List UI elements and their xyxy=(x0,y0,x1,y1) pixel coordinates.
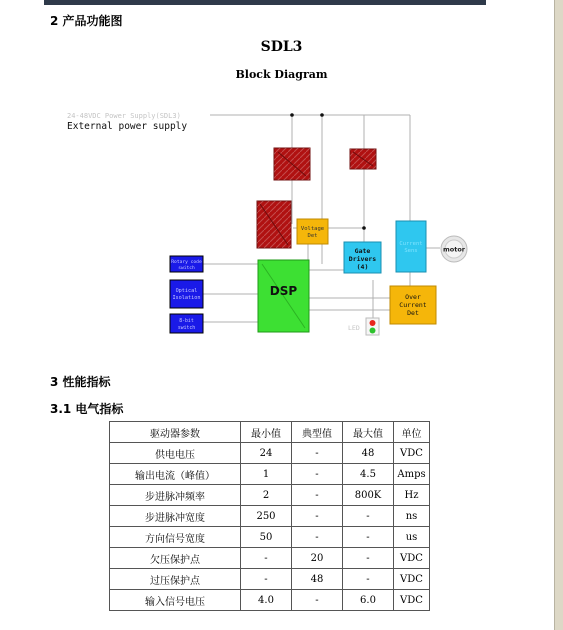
table-cell: 4.0 xyxy=(241,590,292,611)
gate-drivers-label-3: (4) xyxy=(356,263,369,271)
optical-isolation-label-2: Isolation xyxy=(172,295,201,301)
table-cell: ns xyxy=(394,506,430,527)
table-cell: - xyxy=(241,569,292,590)
optical-isolation-label-1: Optical xyxy=(175,288,198,294)
table-cell: 48 xyxy=(292,569,343,590)
current-sense-label-2: Sens xyxy=(404,248,418,254)
table-cell: - xyxy=(292,506,343,527)
over-current-label-2: Current xyxy=(399,301,427,309)
current-sense-label-1: Current xyxy=(399,241,423,247)
table-cell: - xyxy=(343,527,394,548)
table-row xyxy=(110,527,430,548)
table-cell: 欠压保护点 xyxy=(110,548,241,569)
optical-isolation-block xyxy=(170,280,203,308)
table-row xyxy=(110,464,430,485)
table-cell: 48 xyxy=(343,443,394,464)
table-cell: us xyxy=(394,527,430,548)
table-cell: - xyxy=(292,443,343,464)
block-diagram xyxy=(60,104,480,340)
table-cell: Amps xyxy=(394,464,430,485)
gate-drivers-label-2: Drivers xyxy=(348,255,377,263)
table-cell: 20 xyxy=(292,548,343,569)
over-current-label-3: Det xyxy=(407,309,419,317)
table-cell: 24 xyxy=(241,443,292,464)
table-cell: Hz xyxy=(394,485,430,506)
table-header-cell: 典型值 xyxy=(292,422,343,443)
gate-drivers-label-1: Gate xyxy=(354,247,371,255)
table-cell: 方向信号宽度 xyxy=(110,527,241,548)
voltage-detect-label-2: Det xyxy=(307,233,318,239)
rotary-switch-label-1: Rotary code xyxy=(171,260,202,265)
table-cell: 800K xyxy=(343,485,394,506)
table-cell: 6.0 xyxy=(343,590,394,611)
over-current-label-1: Over xyxy=(405,293,421,301)
diagram-title: SDL3 xyxy=(260,39,303,55)
table-cell: 过压保护点 xyxy=(110,569,241,590)
table-cell: - xyxy=(292,485,343,506)
diagram-subtitle: Block Diagram xyxy=(235,68,328,81)
table-cell: VDC xyxy=(394,569,430,590)
electrical-spec-table xyxy=(109,421,430,611)
table-header-cell: 最大值 xyxy=(343,422,394,443)
table-cell: VDC xyxy=(394,590,430,611)
table-header-cell: 驱动器参数 xyxy=(110,422,241,443)
table-cell: 4.5 xyxy=(343,464,394,485)
table-row xyxy=(110,443,430,464)
header-bar xyxy=(44,0,486,5)
table-cell: VDC xyxy=(394,548,430,569)
power-supply-faint-label: 24-48VDC Power Supply(SDL3) xyxy=(67,112,181,120)
table-header-row xyxy=(110,422,430,443)
table-cell: VDC xyxy=(394,443,430,464)
table-cell: 供电电压 xyxy=(110,443,241,464)
table-row xyxy=(110,485,430,506)
table-cell: 步进脉冲频率 xyxy=(110,485,241,506)
rotary-switch-label-2: switch xyxy=(178,266,195,271)
table-cell: 输入信号电压 xyxy=(110,590,241,611)
table-row xyxy=(110,506,430,527)
table-cell: 输出电流（峰值） xyxy=(110,464,241,485)
table-cell: - xyxy=(292,464,343,485)
table-cell: - xyxy=(241,548,292,569)
table-cell: 2 xyxy=(241,485,292,506)
power-supply-label: External power supply xyxy=(67,121,188,132)
table-row xyxy=(110,590,430,611)
table-row xyxy=(110,548,430,569)
table-header-cell: 单位 xyxy=(394,422,430,443)
table-cell: - xyxy=(343,506,394,527)
section-heading-electrical: 3.1 电气指标 xyxy=(50,402,124,416)
table-cell: 1 xyxy=(241,464,292,485)
table-cell: - xyxy=(292,527,343,548)
led-label: LED xyxy=(348,324,360,332)
page-edge xyxy=(555,0,563,630)
table-cell: 250 xyxy=(241,506,292,527)
table-cell: - xyxy=(343,548,394,569)
table-cell: - xyxy=(343,569,394,590)
motor-label: motor xyxy=(442,245,466,254)
section-heading-function-diagram: 2 产品功能图 xyxy=(50,14,123,28)
table-cell: 步进脉冲宽度 xyxy=(110,506,241,527)
table-header-cell: 最小值 xyxy=(241,422,292,443)
dip-switch-label-1: 8-bit xyxy=(179,319,194,324)
table-row xyxy=(110,569,430,590)
dsp-label: DSP xyxy=(269,284,298,298)
table-cell: - xyxy=(292,590,343,611)
section-heading-performance: 3 性能指标 xyxy=(50,375,111,389)
dip-switch-label-2: switch xyxy=(177,326,196,331)
table-cell: 50 xyxy=(241,527,292,548)
voltage-detect-label-1: Voltage xyxy=(300,226,325,232)
